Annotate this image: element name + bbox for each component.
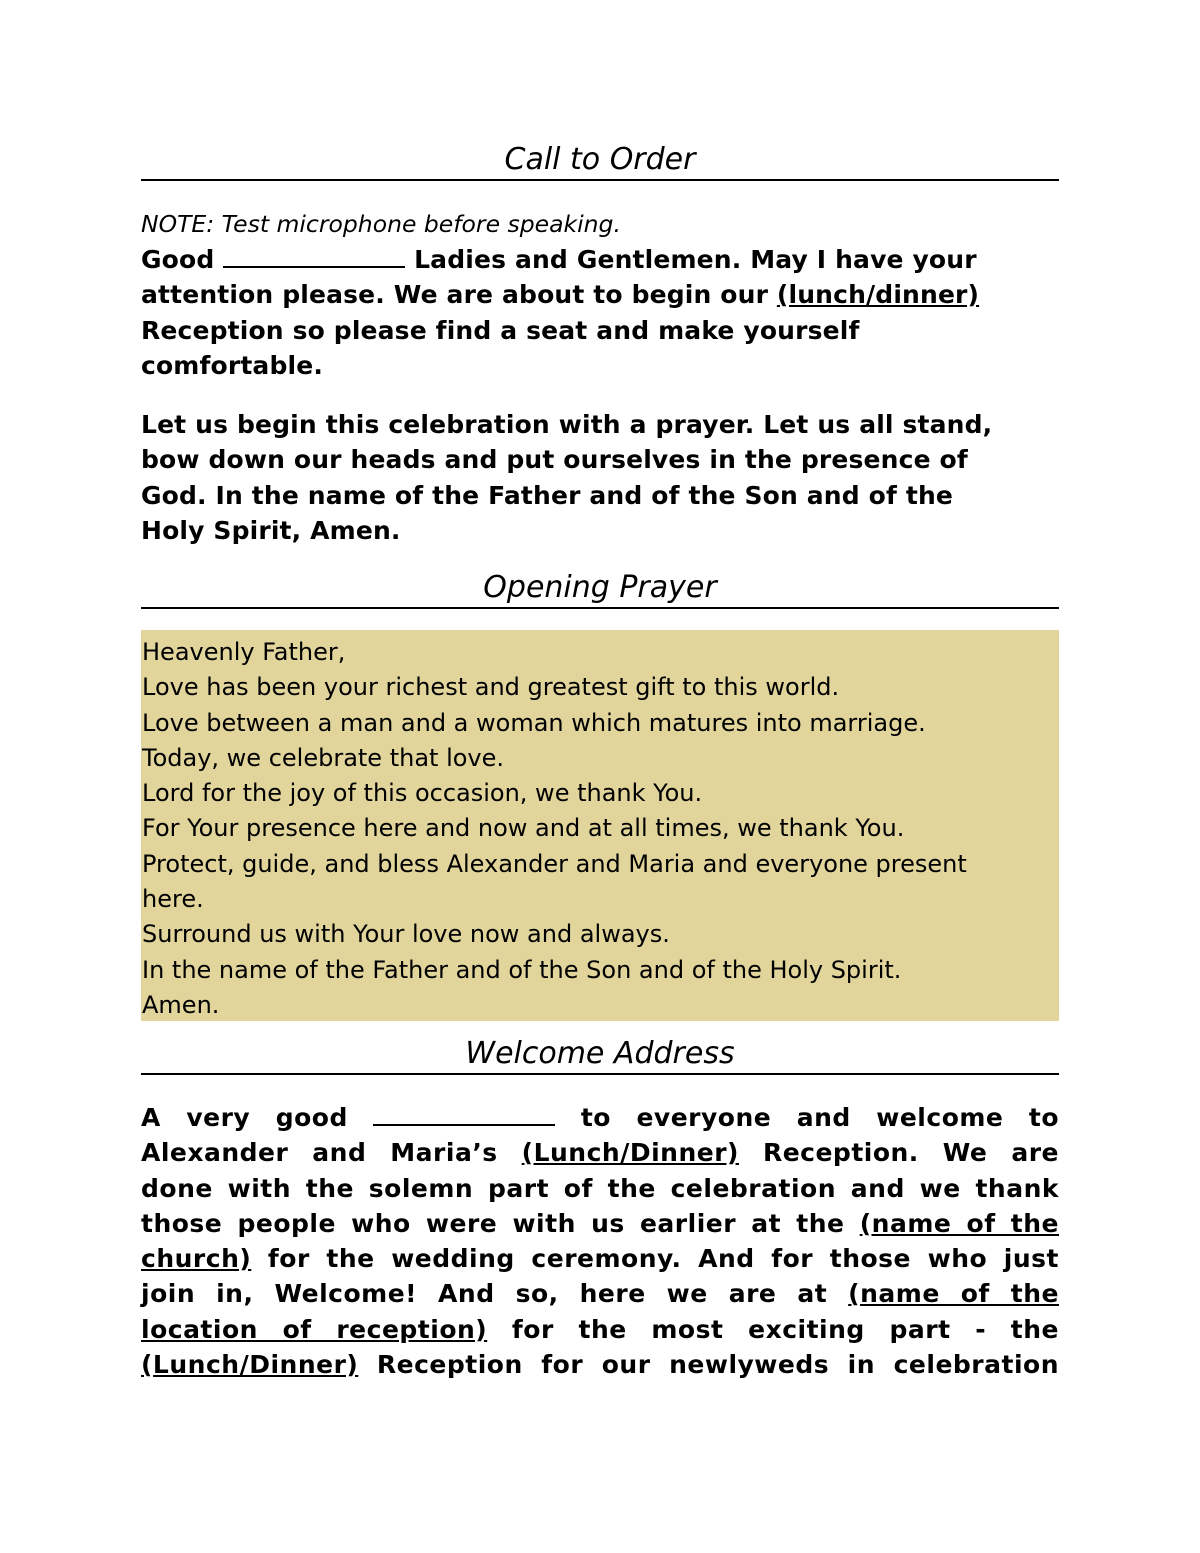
church-placeholder: church) [141,1244,252,1274]
welcome-text: for the most exciting part - the [511,1314,1059,1344]
prayer-line: Surround us with Your love now and always. [142,920,670,949]
prayer-line: For Your presence here and now and at all times, we thank You. [142,814,905,843]
opening-prayer-text [142,635,1059,1023]
call-text-ladies: Ladies and Gentlemen. May I have your [414,245,977,274]
welcome-line [141,1100,1059,1135]
prayer-line: Today, we celebrate that love. [142,743,505,772]
prayer-intro-line: bow down our heads and put ourselves in the presence of [141,445,968,475]
prayer-intro-line: Let us begin this celebration with a prayer. Let us all stand, [141,410,993,439]
prayer-line: In the name of the Father and of the Son and of the Holy Spirit. [142,955,902,984]
welcome-text: to everyone and welcome to [580,1103,1059,1132]
call-to-order-paragraph [141,242,1059,383]
meal-placeholder: (lunch/dinner) [776,280,980,310]
meal-placeholder: (Lunch/Dinner) [141,1350,359,1380]
welcome-text: Reception for our newlyweds in celebration [376,1350,1059,1380]
prayer-line: Amen. [142,990,220,1019]
welcome-text: Reception. We are [762,1138,1059,1168]
church-placeholder: (name of the [859,1208,1059,1238]
welcome-line [141,1241,1059,1276]
fill-in-blank [373,1102,555,1126]
call-text-good: Good [141,245,215,274]
welcome-line [141,1206,1059,1241]
fill-in-blank [223,244,405,268]
location-placeholder: location of reception) [141,1314,488,1344]
prayer-line: here. [142,885,204,914]
prayer-intro-line: God. In the name of the Father and of the Son and of the [141,480,954,510]
prayer-line: Love has been your richest and greatest gift to this world. [142,673,840,702]
prayer-line: Heavenly Father, [142,638,346,666]
welcome-line [141,1276,1059,1311]
welcome-line [141,1135,1059,1170]
call-text-attention: attention please. We are about to begin our [141,280,769,310]
prayer-line: Love between a man and a woman which matures into marriage. [142,708,926,737]
welcome-text: Alexander and Maria’s [141,1138,498,1168]
prayer-intro-paragraph [141,407,1059,548]
welcome-text: join in, Welcome! And so, here we are at [141,1279,828,1309]
welcome-line: done with the solemn part of the celebration and we thank [141,1173,1059,1203]
prayer-line: Lord for the joy of this occasion, we thank You. [142,779,703,808]
welcome-text: for the wedding ceremony. And for those who just [267,1244,1059,1274]
section-heading-call-to-order: Call to Order [141,142,1059,181]
section-heading-opening-prayer: Opening Prayer [141,570,1059,609]
prayer-intro-line: Holy Spirit, Amen. [141,515,401,545]
prayer-line: Protect, guide, and bless Alexander and Maria and everyone present [142,849,967,878]
call-text-comfortable: comfortable. [141,350,323,380]
welcome-line [141,1312,1059,1347]
meal-placeholder: (Lunch/Dinner) [521,1138,739,1168]
welcome-text: A very good [141,1103,348,1132]
microphone-note: NOTE: Test microphone before speaking. [141,210,621,238]
welcome-text: those people who were with us earlier at the [141,1208,845,1238]
location-placeholder: (name of the [848,1279,1060,1309]
section-heading-welcome-address: Welcome Address [141,1036,1059,1075]
call-text-reception: Reception so please find a seat and make yourself [141,315,860,345]
welcome-address-paragraph [141,1100,1059,1382]
welcome-line [141,1347,1059,1382]
